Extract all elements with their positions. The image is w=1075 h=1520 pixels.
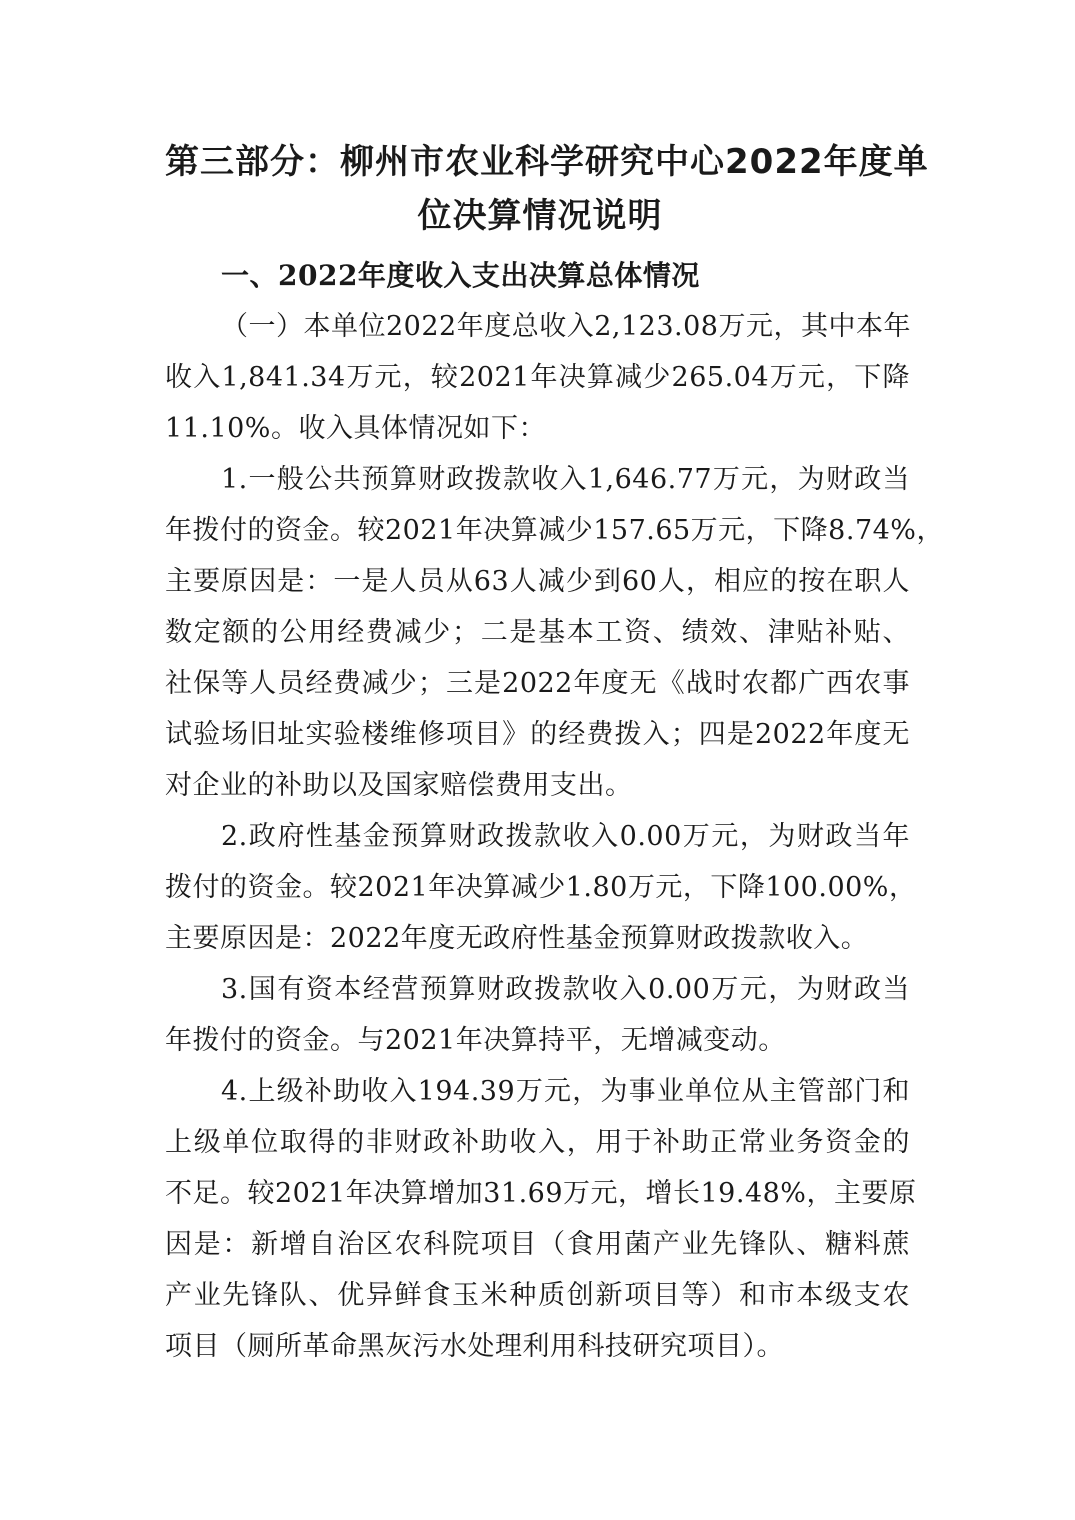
paragraph-line: 年拨付的资金。较2021年决算减少157.65万元，下降8.74%， — [165, 515, 944, 546]
paragraph-line: 因是：新增自治区农科院项目（食用菌产业先锋队、糖料蔗 — [165, 1229, 910, 1260]
section-heading: 一、2022年度收入支出决算总体情况 — [221, 259, 700, 292]
paragraph-line: 试验场旧址实验楼维修项目》的经费拨入；四是2022年度无 — [165, 719, 910, 750]
paragraph-line: 数定额的公用经费减少；二是基本工资、绩效、津贴补贴、 — [165, 617, 910, 648]
paragraph-line: 社保等人员经费减少；三是2022年度无《战时农都广西农事 — [165, 668, 910, 699]
paragraph-line: 主要原因是：一是人员从63人减少到60人，相应的按在职人 — [165, 566, 910, 597]
paragraph-line: 4.上级补助收入194.39万元，为事业单位从主管部门和 — [221, 1076, 910, 1107]
paragraph-line: 2.政府性基金预算财政拨款收入0.00万元，为财政当年 — [221, 821, 910, 852]
paragraph-line: 拨付的资金。较2021年决算减少1.80万元，下降100.00%， — [165, 872, 917, 903]
paragraph-line: （一）本单位2022年度总收入2,123.08万元，其中本年 — [221, 311, 911, 342]
paragraph-line: 年拨付的资金。与2021年决算持平，无增减变动。 — [165, 1025, 786, 1056]
paragraph-line: 上级单位取得的非财政补助收入，用于补助正常业务资金的 — [165, 1127, 910, 1158]
paragraph-line: 对企业的补助以及国家赔偿费用支出。 — [165, 770, 633, 801]
paragraph-line: 1.一般公共预算财政拨款收入1,646.77万元，为财政当 — [221, 464, 910, 495]
document-title-line-2: 位决算情况说明 — [417, 196, 663, 236]
paragraph-line: 产业先锋队、优异鲜食玉米种质创新项目等）和市本级支农 — [165, 1280, 910, 1311]
paragraph-line: 项目（厕所革命黑灰污水处理利用科技研究项目）。 — [165, 1331, 784, 1362]
paragraph-line: 11.10%。收入具体情况如下： — [165, 413, 546, 444]
paragraph-line: 主要原因是：2022年度无政府性基金预算财政拨款收入。 — [165, 923, 869, 954]
paragraph-line: 不足。较2021年决算增加31.69万元，增长19.48%，主要原 — [165, 1178, 917, 1209]
paragraph-line: 收入1,841.34万元，较2021年决算减少265.04万元，下降 — [165, 362, 910, 393]
paragraph-line: 3.国有资本经营预算财政拨款收入0.00万元，为财政当 — [221, 974, 910, 1005]
document-title-line-1: 第三部分：柳州市农业科学研究中心2022年度单 — [165, 142, 929, 182]
